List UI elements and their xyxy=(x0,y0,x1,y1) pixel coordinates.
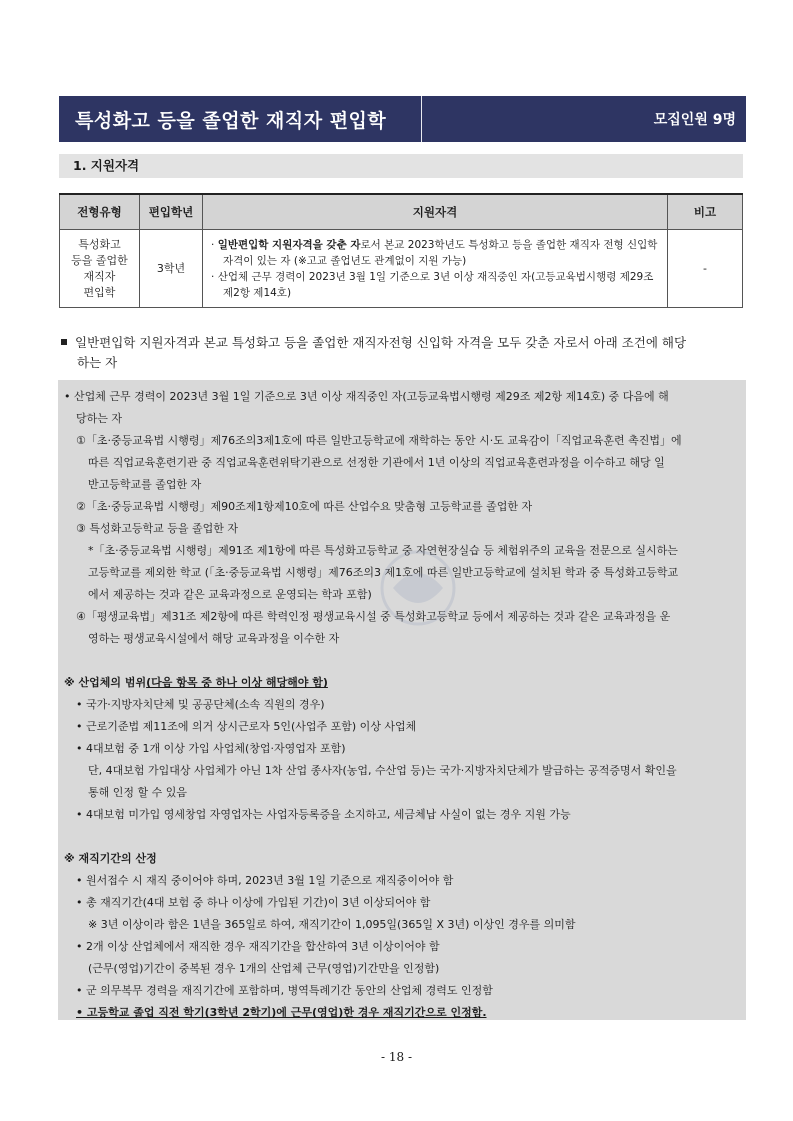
period-item: ※ 3년 이상이라 함은 1년을 365일로 하여, 재직기간이 1,095일(365일 X 3년) 이상인 경우를 의미함 xyxy=(88,918,576,931)
qualification-text: 산업체 근무 경력이 2023년 3월 1일 기준으로 3년 이상 재직중인 자(고등교육법시행령 제29조 제2항 제14호) xyxy=(217,270,654,299)
detail-line: ③ 특성화고등학교 등을 졸업한 자 xyxy=(76,522,238,535)
detail-line: ①「초·중등교육법 시행령」제76조의3제1호에 따른 일반고등학교에 재학하는 동안 시·도 교육감이「직업교육훈련 촉진법」에 xyxy=(76,434,682,447)
cell-note: - xyxy=(668,230,743,308)
page-title: 특성화고 등을 졸업한 재직자 편입학 xyxy=(75,109,387,132)
detail-line: *「초·중등교육법 시행령」제91조 제1항에 따른 특성화고등학교 중 자연현장실습 등 체험위주의 교육을 전문으로 실시하는 xyxy=(88,544,678,557)
cell-year: 3학년 xyxy=(140,230,203,308)
condition-note xyxy=(59,333,749,373)
detail-line: 당하는 자 xyxy=(76,412,123,425)
qualification-bold: 일반편입학 지원자격을 갖춘 자 xyxy=(217,238,361,251)
scope-item: 단, 4대보험 가입대상 사업체가 아닌 1차 산업 종사자(농업, 수산업 등)는 국가·지방자치단체가 발급하는 공적증명서 확인을 xyxy=(88,764,677,777)
period-item: (근무(영업)기간이 중복된 경우 1개의 산업체 근무(영업)기간만을 인정함) xyxy=(88,962,440,975)
scope-item: • 국가·지방자치단체 및 공공단체(소속 직원의 경우) xyxy=(76,698,325,711)
period-item: • 2개 이상 산업체에서 재직한 경우 재직기간을 합산하여 3년 이상이어야 함 xyxy=(76,940,440,953)
section-title: 1. 지원자격 xyxy=(59,154,743,178)
square-bullet-icon xyxy=(61,339,67,345)
detail-line: ②「초·중등교육법 시행령」제90조제1항제10호에 따른 산업수요 맞춤형 고등학교를 졸업한 자 xyxy=(76,500,533,513)
detail-line: 따른 직업교육훈련기관 중 직업교육훈련위탁기관으로 선정한 기관에서 1년 이상의 직업교육훈련과정을 이수하고 해당 일 xyxy=(88,456,665,469)
page-number: - 18 - xyxy=(380,1050,412,1064)
note-line: 일반편입학 지원자격과 본교 특성화고 등을 졸업한 재직자전형 신입학 자격을 모두 갖춘 자로서 아래 조건에 해당 xyxy=(75,335,687,350)
col-header-type: 전형유형 xyxy=(60,194,140,230)
scope-heading xyxy=(64,672,740,694)
scope-item: • 4대보험 중 1개 이상 가입 사업체(창업·자영업자 포함) xyxy=(76,742,346,755)
quota-label: 모집인원 9명 xyxy=(653,112,736,128)
qualification-item: · 산업체 근무 경력이 2023년 3월 1일 기준으로 3년 이상 재직중인 자(고등교육법시행령 제29조 제2항 제14호) xyxy=(211,270,654,299)
detail-line: 영하는 평생교육시설에서 해당 교육과정을 이수한 자 xyxy=(88,632,340,645)
col-header-qualification: 지원자격 xyxy=(203,194,668,230)
details-box xyxy=(58,380,746,1020)
scope-item: 통해 인정 할 수 있음 xyxy=(88,786,187,799)
scope-title: ※ 산업체의 범위 xyxy=(64,676,147,689)
col-header-note: 비고 xyxy=(668,194,743,230)
period-item: • 원서접수 시 재직 중이어야 하며, 2023년 3월 1일 기준으로 재직중이어야 함 xyxy=(76,874,454,887)
period-heading: ※ 재직기간의 산정 xyxy=(64,852,157,865)
detail-line: • 산업체 근무 경력이 2023년 3월 1일 기준으로 3년 이상 재직중인 자(고등교육법시행령 제29조 제2항 제14호) 중 다음에 해 xyxy=(64,390,669,403)
detail-line: 반고등학교를 졸업한 자 xyxy=(88,478,202,491)
detail-line: 에서 제공하는 것과 같은 교육과정으로 운영되는 학과 포함) xyxy=(88,588,372,601)
scope-item: • 근로기준법 제11조에 의거 상시근로자 5인(사업주 포함) 이상 사업체 xyxy=(76,720,417,733)
detail-line: 고등학교를 제외한 학교 (「초·중등교육법 시행령」제76조의3 제1호에 따른 일반고등학교에 설치된 학과 중 특성화고등학교 xyxy=(88,566,679,579)
detail-line: ④「평생교육법」제31조 제2항에 따른 학력인정 평생교육시설 중 특성화고등학교 등에서 제공하는 것과 같은 교육과정을 운 xyxy=(76,610,671,623)
col-header-year: 편입학년 xyxy=(140,194,203,230)
cell-qualification xyxy=(203,230,668,308)
period-item: • 고등학교 졸업 직전 학기(3학년 2학기)에 근무(영업)한 경우 재직기간으로 인정함. xyxy=(76,1006,487,1019)
qualification-item: · 일반편입학 지원자격을 갖춘 자로서 본교 2023학년도 특성화고 등을 졸업한 재직자 전형 신입학 자격이 있는 자 (※고교 졸업년도 관계없이 지원 가능) xyxy=(211,238,658,267)
watermark-logo xyxy=(338,548,498,638)
qualification-text: 로서 본교 2023학년도 특성화고 등을 졸업한 재직자 전형 신입학 자격이 있는 자 (※고교 졸업년도 관계없이 지원 가능) xyxy=(223,238,658,267)
eligibility-table xyxy=(59,193,743,308)
scope-condition: (다음 항목 중 하나 이상 해당해야 함) xyxy=(146,676,328,689)
cell-type: 특성화고 등을 졸업한 재직자 편입학 xyxy=(60,230,140,308)
page-banner xyxy=(59,96,746,142)
banner-divider xyxy=(421,96,422,142)
period-item: • 군 의무복무 경력을 재직기간에 포함하며, 병역특례기간 동안의 산업체 경력도 인정함 xyxy=(76,984,493,997)
period-item: • 총 재직기간(4대 보험 중 하나 이상에 가입된 기간)이 3년 이상되어야 함 xyxy=(76,896,431,909)
scope-item: • 4대보험 미가입 영세창업 자영업자는 사업자등록증을 소지하고, 세금체납 사실이 없는 경우 지원 가능 xyxy=(76,808,571,821)
note-line: 하는 자 xyxy=(77,355,118,370)
